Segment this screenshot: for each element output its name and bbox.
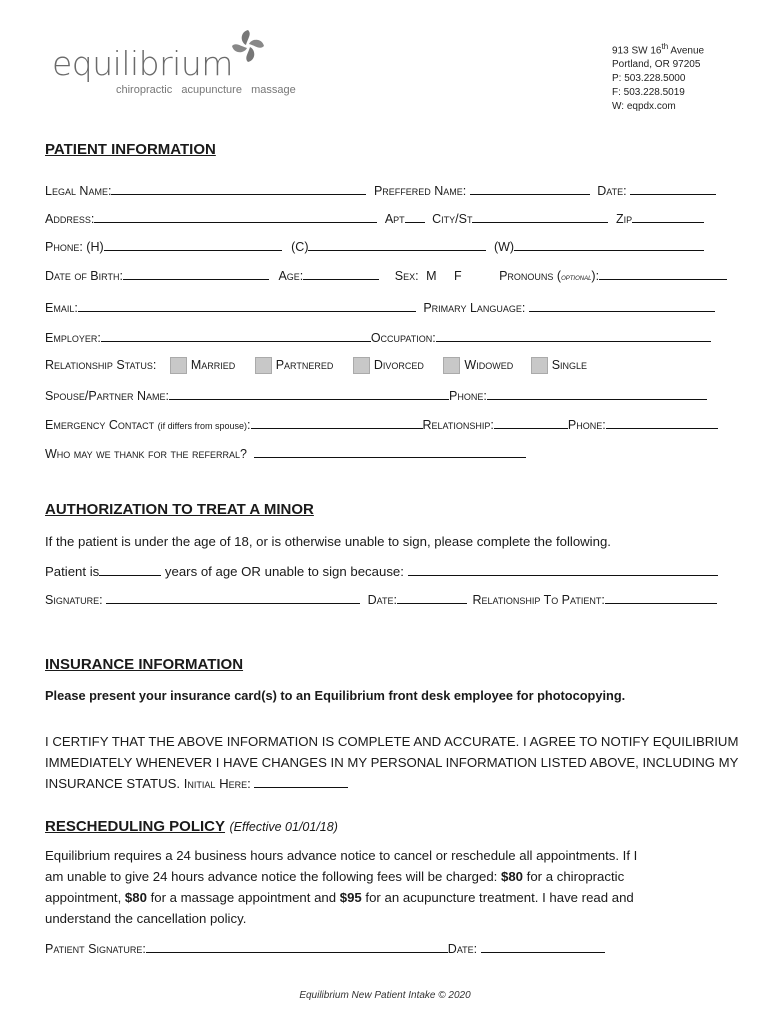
dob-field[interactable] [123, 268, 269, 280]
certification-text: I CERTIFY THAT THE ABOVE INFORMATION IS COMPLETE AND ACCURATE. I AGREE TO NOTIFY EQUILIBRIUM IMMEDIATELY WHENEVER I HAVE CHANGES IN MY PERSONAL INFORMATION LISTED ABOVE, INCLUDING MY INSURANCE STATUS. Initial Here: [45, 734, 739, 791]
row-dob: Date of Birth: Age: Sex: M F Pronouns (optional): [45, 268, 727, 283]
emergency-contact-field[interactable] [251, 417, 423, 429]
phone-cell-field[interactable] [308, 239, 486, 251]
row-legal-name: Legal Name: Preffered Name: Date: [45, 183, 716, 198]
minor-signature-field[interactable] [106, 592, 360, 604]
minor-intro: If the patient is under the age of 18, or is otherwise unable to sign, please complete the following. [45, 534, 611, 549]
sex-m-option[interactable]: M [426, 269, 437, 283]
status-single[interactable]: Single [531, 358, 587, 372]
preferred-name-field[interactable] [470, 183, 590, 195]
row-spouse: Spouse/Partner Name: Phone: [45, 388, 707, 403]
unable-to-sign-reason-field[interactable] [408, 562, 718, 576]
contact-fax: F: 503.228.5019 [612, 87, 685, 99]
address-field[interactable] [94, 211, 377, 223]
insurance-note: Please present your insurance card(s) to an Equilibrium front desk employee for photocopying. [45, 688, 626, 703]
row-referral: Who may we thank for the referral? [45, 446, 526, 461]
flower-logo-icon [228, 26, 268, 66]
patient-info-heading: PATIENT INFORMATION [45, 141, 216, 158]
checkbox-single[interactable] [531, 357, 548, 374]
age-field[interactable] [303, 268, 379, 280]
minor-heading: AUTHORIZATION TO TREAT A MINOR [45, 501, 314, 518]
apt-field[interactable] [405, 211, 425, 223]
status-divorced[interactable]: Divorced [353, 358, 424, 372]
email-field[interactable] [78, 300, 416, 312]
minor-date-field[interactable] [397, 592, 467, 604]
patient-signature-field[interactable] [146, 941, 448, 953]
row-employer: Employer: Occupation: [45, 330, 711, 345]
insurance-heading: INSURANCE INFORMATION [45, 656, 244, 673]
phone-work-field[interactable] [514, 239, 704, 251]
row-minor-age: Patient is years of age OR unable to sign because: [45, 561, 718, 582]
employer-field[interactable] [101, 330, 371, 342]
spouse-phone-field[interactable] [487, 388, 707, 400]
logo-tagline: chiropractic acupuncture massage [116, 84, 296, 96]
checkbox-divorced[interactable] [353, 357, 370, 374]
rescheduling-effective: (Effective 01/01/18) [229, 820, 338, 834]
date-field[interactable] [630, 183, 716, 195]
contact-block [612, 40, 704, 114]
address-line2: Portland, OR 97205 [612, 59, 701, 71]
row-emergency: Emergency Contact (if differs from spouse): Relationship: Phone: [45, 417, 718, 432]
row-address: Address: Apt City/St Zip [45, 211, 704, 226]
status-widowed[interactable]: Widowed [443, 358, 513, 372]
checkbox-widowed[interactable] [443, 357, 460, 374]
phone-home-field[interactable] [104, 239, 282, 251]
contact-phone: P: 503.228.5000 [612, 73, 686, 85]
row-minor-signature: Signature: Date: Relationship To Patient: [45, 592, 717, 607]
patient-signature-date-field[interactable] [481, 941, 605, 953]
contact-web: W: eqpdx.com [612, 101, 676, 113]
primary-language-field[interactable] [529, 300, 715, 312]
spouse-name-field[interactable] [169, 388, 449, 400]
row-email: Email: Primary Language: [45, 300, 715, 315]
row-patient-signature: Patient Signature: Date: [45, 941, 605, 956]
logo-wordmark: equilibrium [52, 44, 233, 83]
status-married[interactable]: Married [170, 358, 235, 372]
row-relationship-status: Relationship Status: Married Partnered Divorced Widowed Single [45, 357, 587, 374]
initial-here-field[interactable] [254, 774, 348, 788]
rescheduling-heading-row [45, 818, 338, 836]
city-st-field[interactable] [472, 211, 608, 223]
address-line1: 913 SW 16th Avenue [612, 42, 705, 57]
zip-field[interactable] [632, 211, 704, 223]
checkbox-partnered[interactable] [255, 357, 272, 374]
rescheduling-policy-text: Equilibrium requires a 24 business hours advance notice to cancel or reschedule all appointments. If I am unable to give 24 hours advance notice the following fees will be charged: $80 for a chiropractic appointment, $80 for a massage appointment and $95 for an acupuncture treatment. I have read and understand the cancellation policy. [45, 848, 638, 926]
minor-relationship-field[interactable] [605, 592, 717, 604]
legal-name-field[interactable] [111, 183, 366, 195]
pronouns-field[interactable] [599, 268, 727, 280]
emergency-phone-field[interactable] [606, 417, 718, 429]
logo [52, 26, 312, 98]
footer: Equilibrium New Patient Intake © 2020 [299, 990, 471, 1001]
checkbox-married[interactable] [170, 357, 187, 374]
referral-field[interactable] [254, 446, 526, 458]
sex-f-option[interactable]: F [453, 269, 462, 283]
status-partnered[interactable]: Partnered [255, 358, 334, 372]
rescheduling-heading: RESCHEDULING POLICY [45, 818, 226, 835]
emergency-relationship-field[interactable] [494, 417, 568, 429]
occupation-field[interactable] [436, 330, 711, 342]
row-phones: Phone: (H) (C) (W) [45, 239, 704, 254]
minor-age-field[interactable] [99, 562, 161, 576]
